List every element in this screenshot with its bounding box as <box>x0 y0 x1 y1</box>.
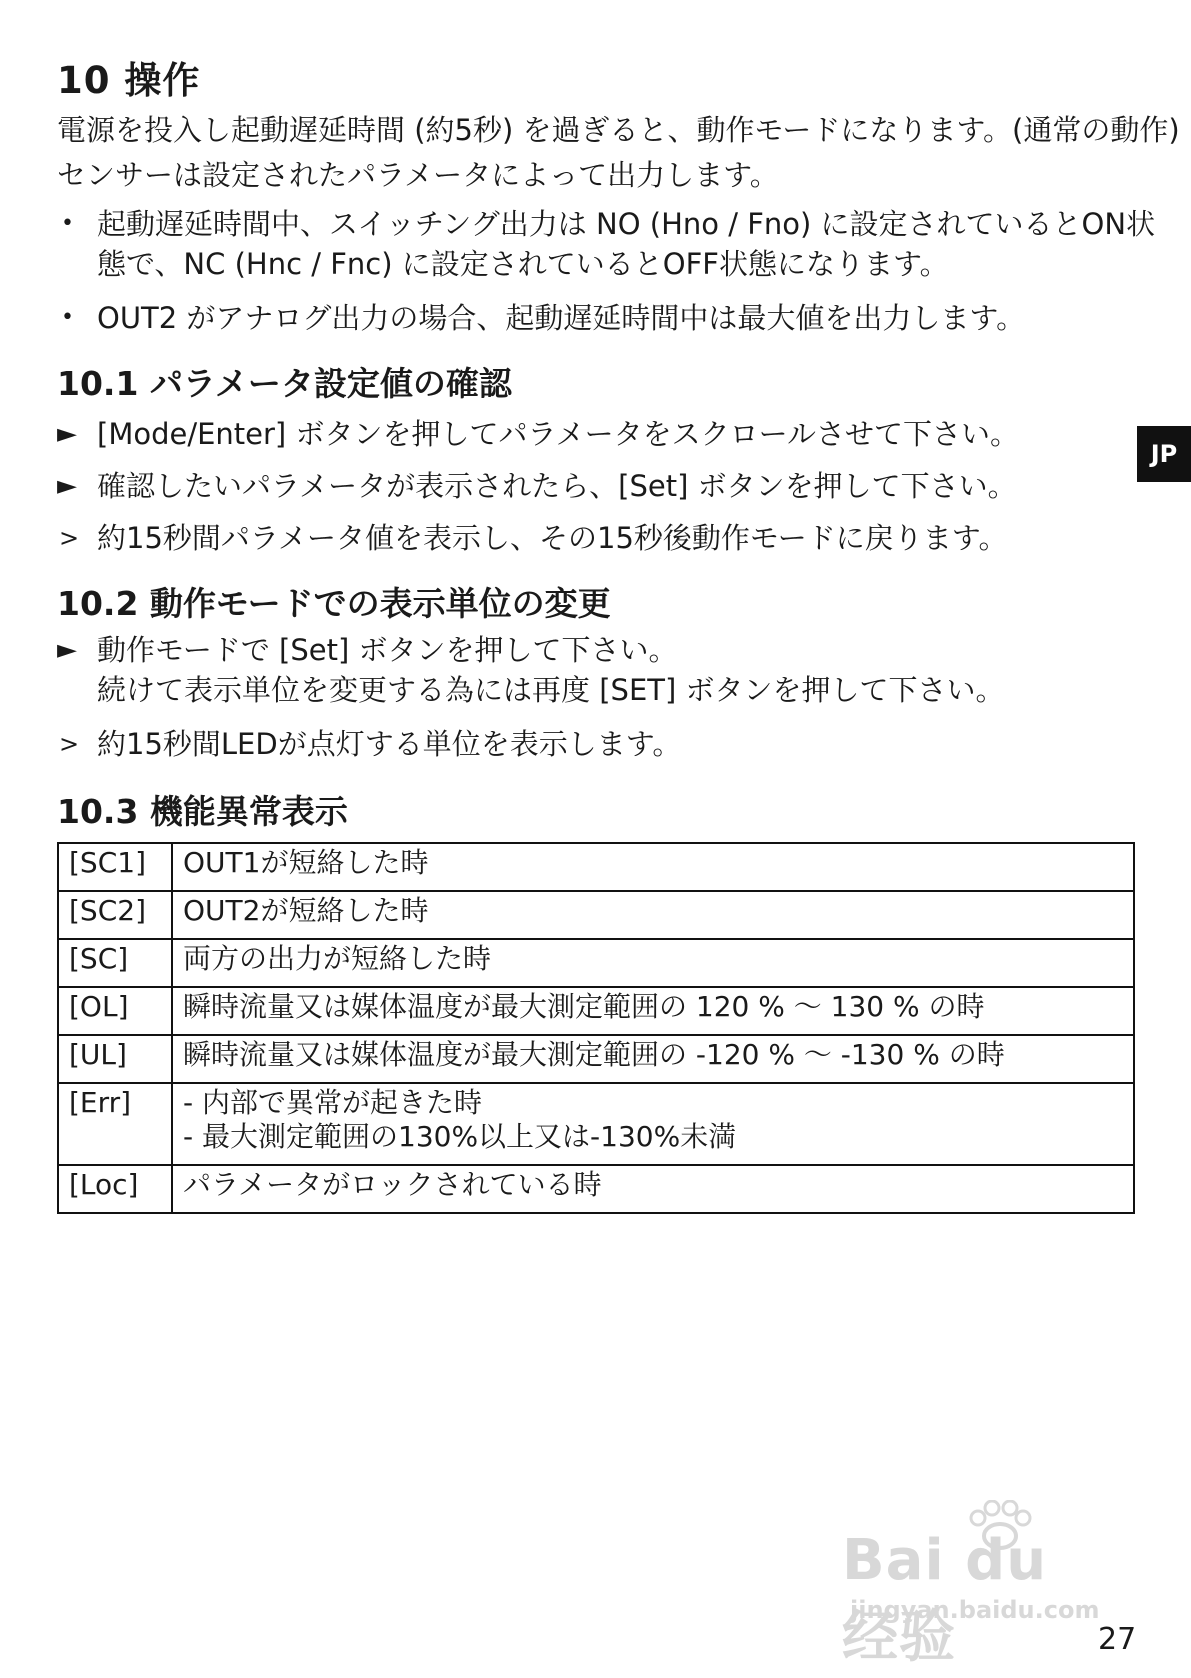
error-code-cell: [Loc] <box>58 1165 172 1213</box>
error-code-cell: [SC2] <box>58 891 172 939</box>
instruction-text-line-2: 続けて表示単位を変更する為には再度 [SET] ボタンを押して下さい。 <box>97 673 1005 707</box>
error-code-cell: [SC] <box>58 939 172 987</box>
table-row <box>58 1165 1134 1213</box>
error-description-cell: OUT2が短絡した時 <box>172 891 1134 939</box>
instruction-text: 確認したいパラメータが表示されたら、[Set] ボタンを押して下さい。 <box>97 469 1017 503</box>
section-10-3-title: 10.3 機能異常表示 <box>57 792 348 831</box>
instruction-step <box>57 630 1117 710</box>
bullet-text-line-2: 態で、NC (Hnc / Fnc) に設定されているとOFF状態になります。 <box>97 247 949 281</box>
bullet-item <box>57 204 1156 284</box>
error-code-cell: [Err] <box>58 1083 172 1165</box>
error-description-cell: OUT1が短絡した時 <box>172 843 1134 891</box>
result-marker-icon: > <box>59 730 80 758</box>
error-code-cell: [UL] <box>58 1035 172 1083</box>
result-text: 約15秒間パラメータ値を表示し、その15秒後動作モードに戻ります。 <box>97 521 1008 555</box>
bullet-text-line-1: 起動遅延時間中、スイッチング出力は NO (Hno / Fno) に設定されているとON状 <box>97 207 1156 241</box>
error-description-cell: 瞬時流量又は媒体温度が最大測定範囲の -120 % 〜 -130 % の時 <box>172 1035 1134 1083</box>
arrow-right-icon: ► <box>57 419 77 449</box>
table-row <box>58 843 1134 891</box>
error-code-cell: [OL] <box>58 987 172 1035</box>
result-marker-icon: > <box>59 524 80 552</box>
result-text: 約15秒間LEDが点灯する単位を表示します。 <box>97 727 682 761</box>
error-description-cell: パラメータがロックされている時 <box>172 1165 1134 1213</box>
section-10-2-title: 10.2 動作モードでの表示単位の変更 <box>57 584 611 623</box>
table-row <box>58 1083 1134 1165</box>
arrow-right-icon: ► <box>57 471 77 501</box>
table-row <box>58 891 1134 939</box>
error-description-cell <box>172 1083 1134 1165</box>
error-description-line-2: - 最大測定範囲の130%以上又は-130%未満 <box>183 1120 737 1153</box>
table-row <box>58 987 1134 1035</box>
bullet-icon: • <box>61 211 74 236</box>
arrow-right-icon: ► <box>57 635 77 665</box>
section-10-1-title: 10.1 パラメータ設定値の確認 <box>57 364 512 403</box>
table-row <box>58 1035 1134 1083</box>
instruction-text-line-1: 動作モードで [Set] ボタンを押して下さい。 <box>97 633 678 667</box>
watermark-url-text: jingyan.baidu.com <box>850 1596 1100 1624</box>
language-tab: JP <box>1137 426 1191 482</box>
baidu-watermark <box>842 1500 1112 1670</box>
error-description-line-1: - 内部で異常が起きた時 <box>183 1086 483 1119</box>
bullet-text-line-1: OUT2 がアナログ出力の場合、起動遅延時間中は最大値を出力します。 <box>97 301 1026 335</box>
bullet-icon: • <box>61 305 74 330</box>
watermark-main-text: Bai du 经验 <box>842 1528 1048 1670</box>
intro-line-1: 電源を投入し起動遅延時間 (約5秒) を過ぎると、動作モードになります。(通常の動作) <box>57 113 1180 147</box>
section-10-title: 10 操作 <box>57 59 201 102</box>
error-description-cell: 両方の出力が短絡した時 <box>172 939 1134 987</box>
table-row <box>58 939 1134 987</box>
error-description-cell: 瞬時流量又は媒体温度が最大測定範囲の 120 % 〜 130 % の時 <box>172 987 1134 1035</box>
error-code-cell: [SC1] <box>58 843 172 891</box>
intro-line-2: センサーは設定されたパラメータによって出力します。 <box>57 158 779 192</box>
error-code-table <box>57 842 1135 1214</box>
page-number: 27 <box>1098 1622 1137 1657</box>
instruction-text: [Mode/Enter] ボタンを押してパラメータをスクロールさせて下さい。 <box>97 417 1020 451</box>
